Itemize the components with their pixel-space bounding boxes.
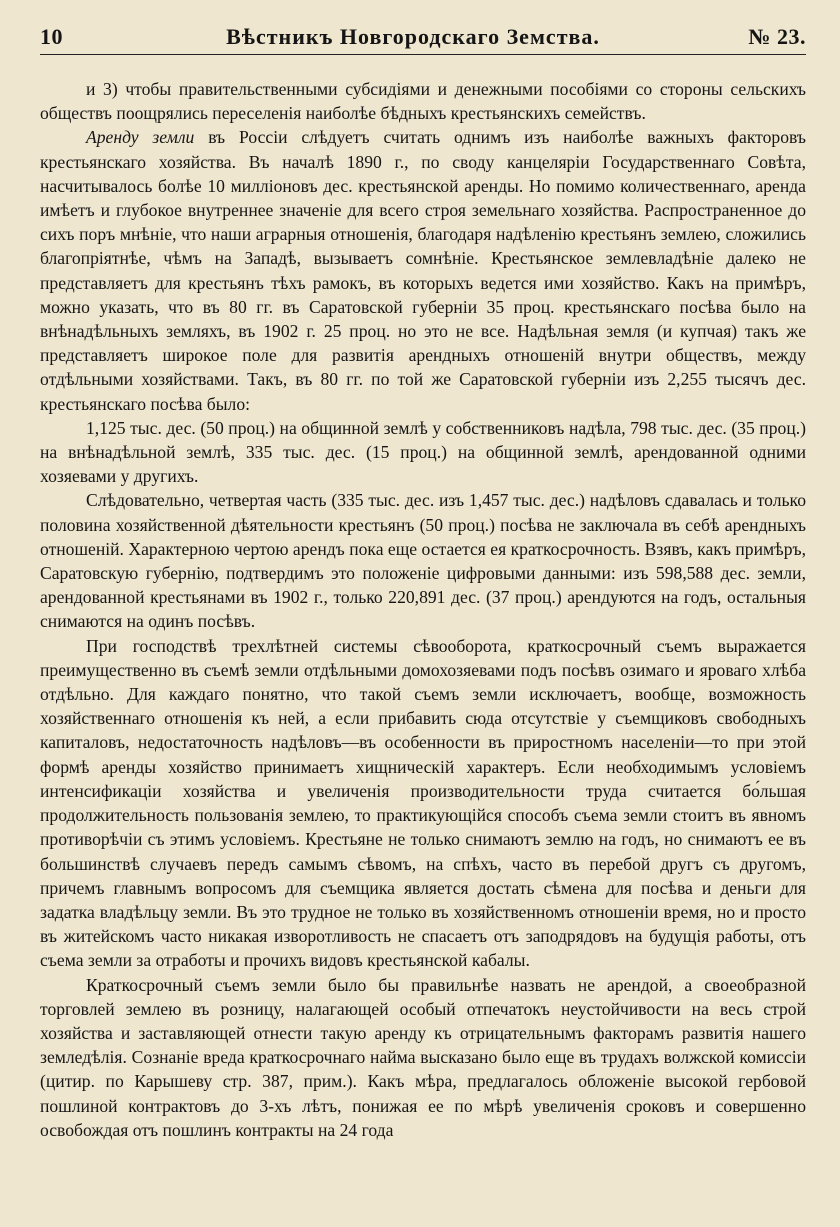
paragraph-2 bbox=[40, 125, 806, 415]
paragraph-1 bbox=[40, 77, 806, 125]
paragraph-2-text: въ Россіи слѣдуетъ считать однимъ изъ наиболѣе важныхъ факторовъ крестьянскаго хозяйства. Въ началѣ 1890 г., по своду канцеляріи Государственнаго Совѣта, насчитывалось болѣе 10 милліоновъ дес. крестьянской аренды. Но помимо количественнаго, аренда имѣетъ и глубокое внутреннее значеніе для всего строя земельнаго хозяйства. Распространенное до сихъ поръ мнѣніе, что наши аграрныя отношенія, благодаря надѣленію крестьянъ землею, сложились благопріятнѣе, чѣмъ на Западѣ, вызываетъ сомнѣніе. Крестьянское землевладѣніе далеко не представляетъ для крестьянъ тѣхъ рамокъ, въ которыхъ ведется ими хозяйство. Какъ на примѣръ, можно указать, что въ 80 гг. въ Саратовской губерніи 35 проц. крестьянскаго посѣва было на внѣнадѣльныхъ земляхъ, въ 1902 г. 25 проц. но это не все. Надѣльная земля (и купчая) такъ же представляетъ широкое поле для развитія арендныхъ отношеній внутри обществъ, между отдѣльными хозяйствами. Такъ, въ 80 гг. по той же Саратовской губерніи изъ 2,255 тысячъ дес. крестьянскаго посѣва было: bbox=[40, 127, 806, 414]
paragraph-4-text: Слѣдовательно, четвертая часть (335 тыс. дес. изъ 1,457 тыс. дес.) надѣловъ сдавалась и только половина хозяйственной дѣятельности крестьянъ (50 проц.) посѣва не заключала въ себѣ арендныхъ отношеній. Характерною чертою арендъ пока еще остается ея краткосрочность. Взявъ, какъ примѣръ, Саратовскую губернію, подтвердимъ это положеніе цифровыми данными: изъ 598,588 дес. земли, арендованной крестьянами въ 1902 г., только 220,891 дес. (37 проц.) арендуются на годъ, остальныя снимаются на одинъ посѣвъ. bbox=[40, 490, 806, 632]
paragraph-5 bbox=[40, 634, 806, 973]
paragraph-3-text: 1,125 тыс. дес. (50 проц.) на общинной землѣ у собственниковъ надѣла, 798 тыс. дес. (35 проц.) на внѣнадѣльной землѣ, 335 тыс. дес. (15 проц.) на общинной землѣ, арендованной одними хозяевами у другихъ. bbox=[40, 417, 806, 487]
paragraph-5-text: При господствѣ трехлѣтней системы сѣвооборота, краткосрочный съемъ выражается преимущественно въ съемѣ земли отдѣльными домохозяевами подъ посѣвъ озимаго и яроваго хлѣба отдѣльно. Для каждаго понятно, что такой съемъ земли исключаетъ, вообще, возможность хозяйственнаго отношенія къ ней, а если прибавить сюда отсутствіе у съемщиковъ свободныхъ капиталовъ, недостаточность надѣловъ—въ особенности въ приростномъ населеніи—то при этой формѣ аренды хозяйство принимаетъ хищническій характеръ. Если необходимымъ условіемъ интенсификаціи хозяйства и увеличенія производительности труда считается бо́льшая продолжительность пользованія землею, то практикующійся способъ съема земли стоитъ въ явномъ противорѣчіи съ этимъ условіемъ. Крестьяне не только снимаютъ землю на годъ, но снимаютъ ее въ большинствѣ случаевъ передъ самымъ сѣвомъ, на спѣхъ, часто въ перебой другъ съ другомъ, причемъ главнымъ вопросомъ для съемщика является достать сѣмена для посѣва и деньги для задатка владѣльцу земли. Въ это трудное не только въ хозяйственномъ отношеніи время, но и просто въ житейскомъ часто никакая изворотливость не спасаетъ отъ заподрядовъ на будущія работы, отъ съема земли за отработы и прочихъ видовъ крестьянской кабалы. bbox=[40, 635, 806, 971]
paragraph-3 bbox=[40, 416, 806, 489]
paragraph-2-lead: Аренду земли bbox=[86, 127, 195, 148]
paragraph-1-text: и 3) чтобы правительственными субсидіями и денежными пособіями со стороны сельскихъ обществъ поощрялись переселенія наиболѣе бѣдныхъ крестьянскихъ семействъ. bbox=[40, 79, 806, 124]
paragraph-6 bbox=[40, 973, 806, 1142]
paragraph-6-text: Краткосрочный съемъ земли было бы правильнѣе назвать не арендой, а своеобразной торговлей землею въ розницу, налагающей особый отпечатокъ неустойчивости на весь строй хозяйства и заставляющей отнести такую аренду къ отрицательнымъ факторамъ развитія нашего земледѣлія. Сознаніе вреда краткосрочнаго найма высказано было еще въ трудахъ волжской комиссіи (цитир. по Карышеву стр. 387, прим.). Какъ мѣра, предлагалось обложеніе высокой гербовой пошлиной контрактовъ до 3-хъ лѣтъ, понижая ее по мѣрѣ увеличенія сроковъ и совершенно освобождая отъ пошлинъ контракты на 24 года bbox=[40, 974, 806, 1140]
article-body bbox=[40, 77, 806, 1142]
page-number: 10 bbox=[40, 24, 63, 49]
running-header bbox=[40, 24, 806, 55]
paragraph-4 bbox=[40, 488, 806, 633]
journal-title: Вѣстникъ Новгородскаго Земства. bbox=[226, 24, 600, 49]
issue-number: № 23. bbox=[748, 24, 806, 49]
